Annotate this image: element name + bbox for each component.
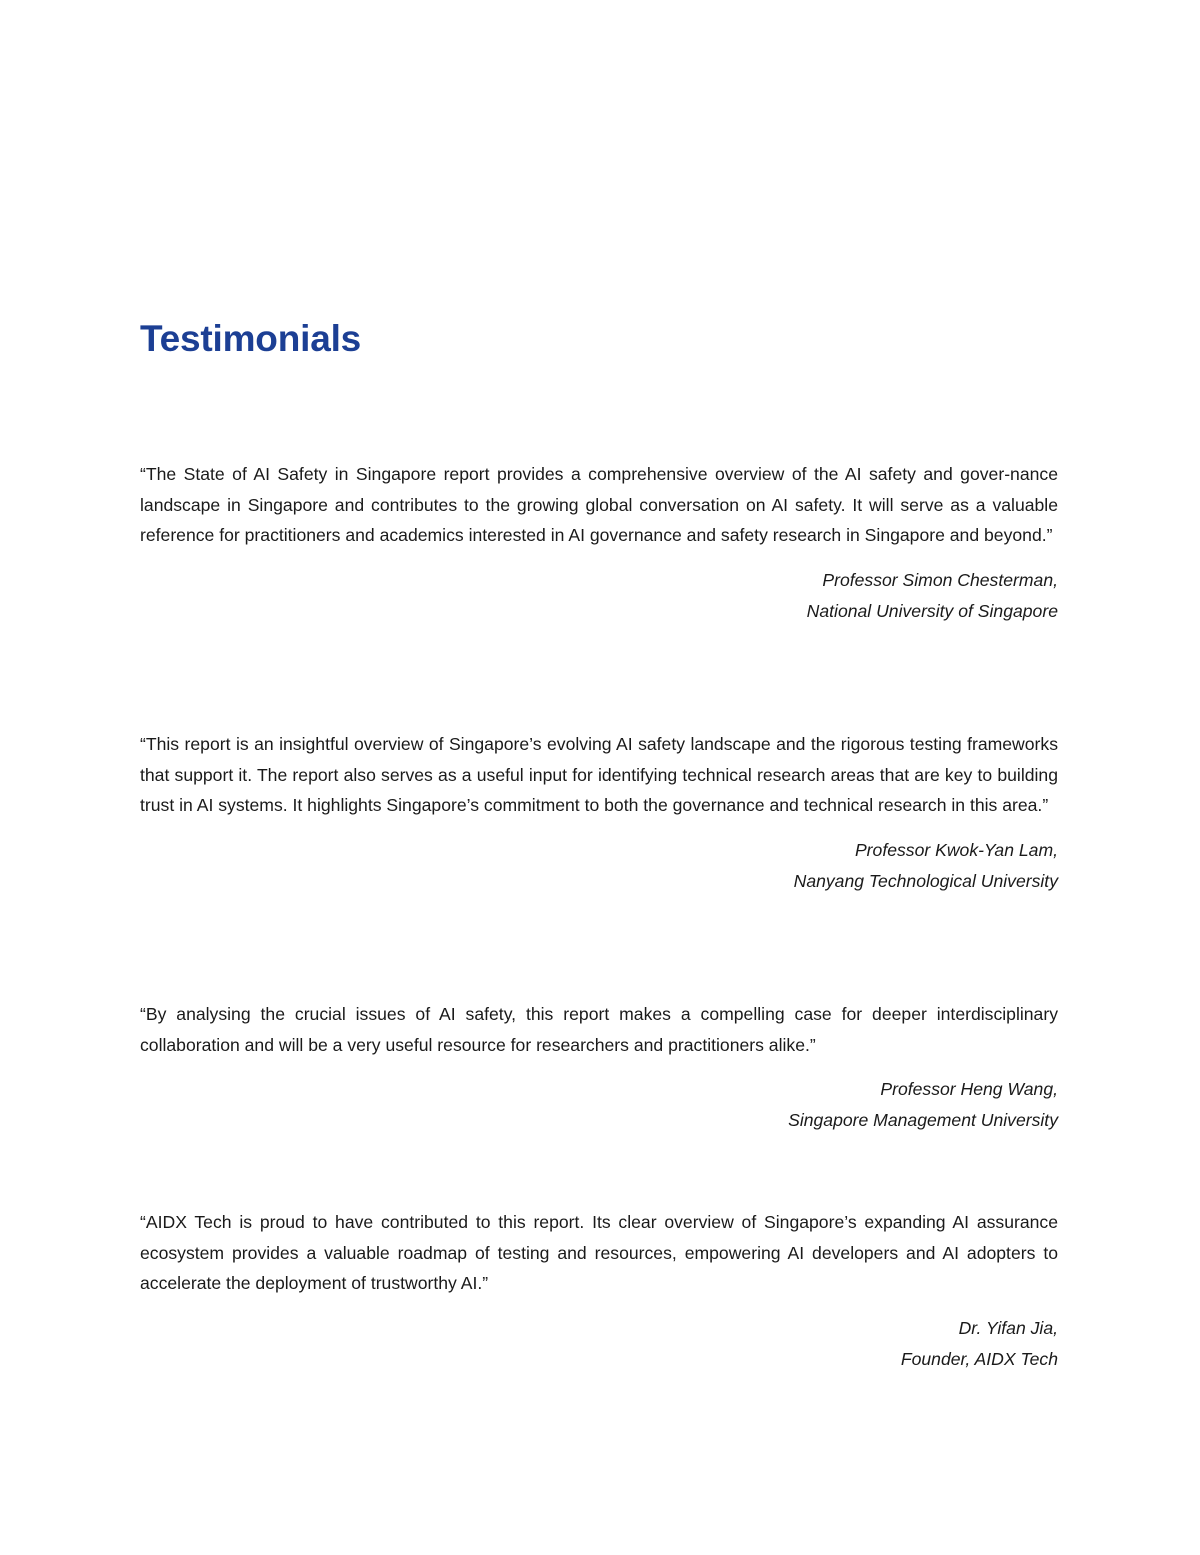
testimonial [140,1207,1058,1375]
testimonial-author: Professor Simon Chesterman, [822,569,1058,590]
testimonial [140,729,1058,897]
page-title: Testimonials [140,318,362,359]
testimonial-attribution [140,1074,1058,1136]
testimonial-author: Professor Kwok-Yan Lam, [854,839,1058,860]
testimonial-author: Professor Heng Wang, [880,1079,1058,1099]
testimonial-affiliation: National University of Singapore [806,600,1058,621]
testimonial-attribution [140,835,1058,897]
testimonial [140,999,1058,1136]
testimonial-quote: “This report is an insightful overview of Singapore’s evolving AI safety landscape and the rigorous testing frameworks that support it. The report also serves as a useful input for identifying technical research areas that are key to building trust in AI systems. It highlights Singapore’s commitment to both the governance and technical research in this area.” [140,734,1058,815]
testimonial-affiliation: Founder, AIDX Tech [900,1348,1058,1369]
testimonial-quote: “AIDX Tech is proud to have contributed to this report. Its clear overview of Singapore’s expanding AI assurance ecosystem provides a valuable roadmap of testing and resources, empowering AI developers and AI adopters to accelerate the deployment of trustworthy AI.” [140,1212,1058,1293]
testimonial [140,459,1058,627]
testimonial-quote: “The State of AI Safety in Singapore report provides a comprehensive overview of the AI safety and gover-nance landscape in Singapore and contributes to the growing global conversation on AI safety. It will serve as a valuable reference for practitioners and academics interested in AI governance and safety research in Singapore and beyond.” [140,464,1058,545]
testimonial-attribution [140,1313,1058,1375]
testimonial-quote: “By analysing the crucial issues of AI safety, this report makes a compelling case for deeper interdisciplinary collaboration and will be a very useful resource for researchers and practitioners alike.” [140,1004,1058,1055]
testimonial-author: Dr. Yifan Jia, [958,1317,1058,1338]
testimonial-affiliation: Singapore Management University [788,1110,1058,1130]
testimonial-attribution [140,565,1058,627]
testimonial-affiliation: Nanyang Technological University [793,870,1058,891]
